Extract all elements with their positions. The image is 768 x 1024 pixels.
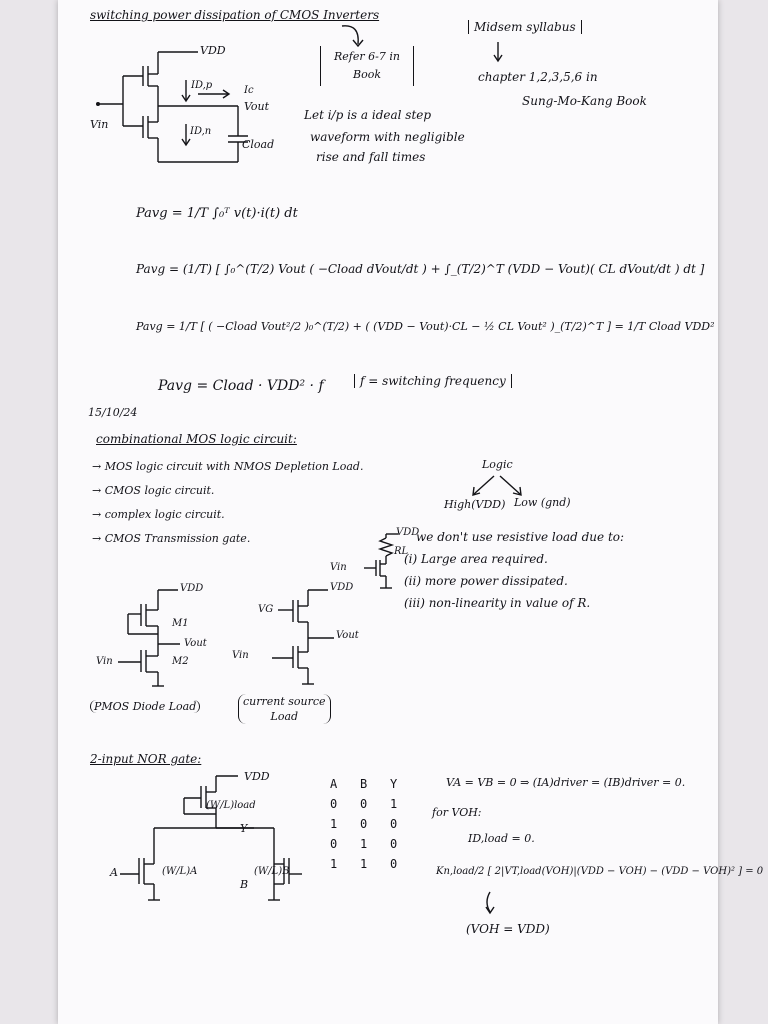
table-cell: 0	[360, 817, 368, 831]
table-cell: 1	[360, 857, 368, 871]
equation-pavg-expanded: Pavg = (1/T) [ ∫₀^(T/2) Vout ( −Cload dVout/dt ) + ∫_(T/2)^T (VDD − Vout)( CL dVout/dt ) dt ]	[136, 262, 705, 276]
table-row	[330, 834, 420, 854]
table-cell: 0	[360, 797, 368, 811]
nor-vdd-label: VDD	[244, 770, 270, 783]
section-heading: combinational MOS logic circuit:	[96, 432, 297, 446]
pmos-caption: PMOS Diode Load	[90, 700, 200, 713]
logic-label: Logic	[482, 458, 513, 471]
inverter-cload-label: Cload	[242, 138, 275, 151]
refer-text: Refer 6-7 in Book	[334, 50, 400, 81]
truth-table-header-a: A	[330, 777, 338, 791]
table-cell: 0	[390, 837, 398, 851]
pmos-m2-label: M2	[172, 656, 189, 667]
pmos-m1-label: M1	[172, 618, 189, 629]
logic-low-label: Low (gnd)	[514, 496, 571, 509]
inverter-vdd-label: VDD	[200, 44, 226, 57]
syllabus-arrow	[490, 40, 510, 66]
pmos-vdd-label: VDD	[180, 583, 204, 594]
resistive-rl-label: RL	[394, 546, 409, 557]
nor-y-label: Y	[240, 822, 248, 835]
resistive-reason-1: (i) Large area required.	[404, 552, 548, 566]
nor-wl-b-label: (W/L)B	[254, 866, 290, 877]
table-row	[330, 814, 420, 834]
table-cell: 1	[360, 837, 368, 851]
cs-caption	[238, 694, 331, 724]
nor-wl-load-label: (W/L)load	[206, 800, 256, 811]
inverter-vout-label: Vout	[244, 100, 270, 113]
table-cell: 1	[330, 857, 338, 871]
table-cell: 1	[390, 797, 398, 811]
inverter-ic-label: Ic	[244, 85, 254, 96]
syllabus-box: Midsem syllabus	[468, 20, 582, 34]
resistive-reason-2: (ii) more power dissipated.	[404, 574, 568, 588]
truth-table-header-y: Y	[390, 777, 398, 791]
nor-truth-table	[330, 774, 420, 874]
step-note-3: rise and fall times	[316, 150, 426, 164]
inverter-vin-label: Vin	[90, 118, 109, 131]
current-source-load-schematic	[248, 586, 358, 696]
table-row	[330, 854, 420, 874]
equation-pavg-integral: Pavg = 1/T ∫₀ᵀ v(t)·i(t) dt	[136, 206, 298, 221]
table-cell: 0	[390, 857, 398, 871]
syllabus-line-2: Sung-Mo-Kang Book	[522, 94, 647, 108]
resistive-reason-3: (iii) non-linearity in value of R.	[404, 596, 591, 610]
voh-arrow	[480, 890, 500, 916]
cs-vin-label: Vin	[232, 650, 249, 661]
nor-equation-4: Kn,load/2 [ 2|VT,load(VOH)|(VDD − VOH) − (VDD − VOH)² ] = 0	[436, 866, 764, 877]
cs-vdd-label: VDD	[330, 582, 354, 593]
cs-caption-line-2: Load	[270, 710, 299, 723]
table-cell: 0	[330, 797, 338, 811]
syllabus-line-1: chapter 1,2,3,5,6 in	[478, 70, 598, 84]
equation-pavg-final: Pavg = Cload · VDD² · f	[158, 378, 324, 394]
table-row	[330, 794, 420, 814]
nor-gate-schematic	[114, 770, 334, 910]
table-cell: 1	[330, 817, 338, 831]
inverter-idp-label: ID,p	[191, 80, 213, 91]
refer-arrow	[338, 22, 378, 52]
table-cell: 0	[330, 837, 338, 851]
nor-equation-1: VA = VB = 0 ⇒ (IA)driver = (IB)driver = 0.	[446, 776, 686, 789]
section-date: 15/10/24	[88, 406, 138, 419]
pmos-vin-label: Vin	[96, 656, 113, 667]
resistive-reason-heading: we don't use resistive load due to:	[416, 530, 625, 544]
refer-box	[320, 46, 414, 86]
nor-heading: 2-input NOR gate:	[90, 752, 202, 766]
logic-high-label: High(VDD)	[444, 498, 506, 511]
nor-equation-3: ID,load = 0.	[468, 832, 535, 845]
frequency-note: f = switching frequency	[354, 374, 512, 388]
resistive-vin-label: Vin	[330, 562, 347, 573]
notebook-page	[58, 0, 764, 1024]
inverter-idn-label: ID,n	[190, 126, 212, 137]
nor-equation-2: for VOH:	[432, 806, 482, 819]
equation-pavg-evaluated: Pavg = 1/T [ ( −Cload Vout²/2 )₀^(T/2) + ( (VDD − Vout)·CL − ½ CL Vout² )_(T/2)^T ] = 1/T Cload VDD²	[136, 320, 715, 333]
step-note-2: waveform with negligible	[310, 130, 465, 144]
topic-item-4: → CMOS Transmission gate.	[92, 532, 251, 545]
topic-item-1: → MOS logic circuit with NMOS Depletion Load.	[92, 460, 364, 473]
pmos-vout-label: Vout	[184, 638, 207, 649]
cs-caption-line-1: current source	[243, 695, 326, 708]
page-title: switching power dissipation of CMOS Inverters	[90, 8, 380, 22]
nor-wl-a-label: (W/L)A	[162, 866, 198, 877]
step-note-1: Let i/p is a ideal step	[304, 108, 432, 122]
cs-vout-label: Vout	[336, 630, 359, 641]
nor-equation-5: (VOH = VDD)	[466, 922, 550, 936]
table-cell: 0	[390, 817, 398, 831]
resistive-vdd-label: VDD	[396, 527, 420, 538]
truth-table-header-b: B	[360, 777, 368, 791]
topic-item-3: → complex logic circuit.	[92, 508, 225, 521]
cs-vg-label: VG	[258, 604, 274, 615]
nor-a-label: A	[110, 866, 118, 879]
topic-item-2: → CMOS logic circuit.	[92, 484, 215, 497]
nor-b-label: B	[240, 878, 249, 891]
